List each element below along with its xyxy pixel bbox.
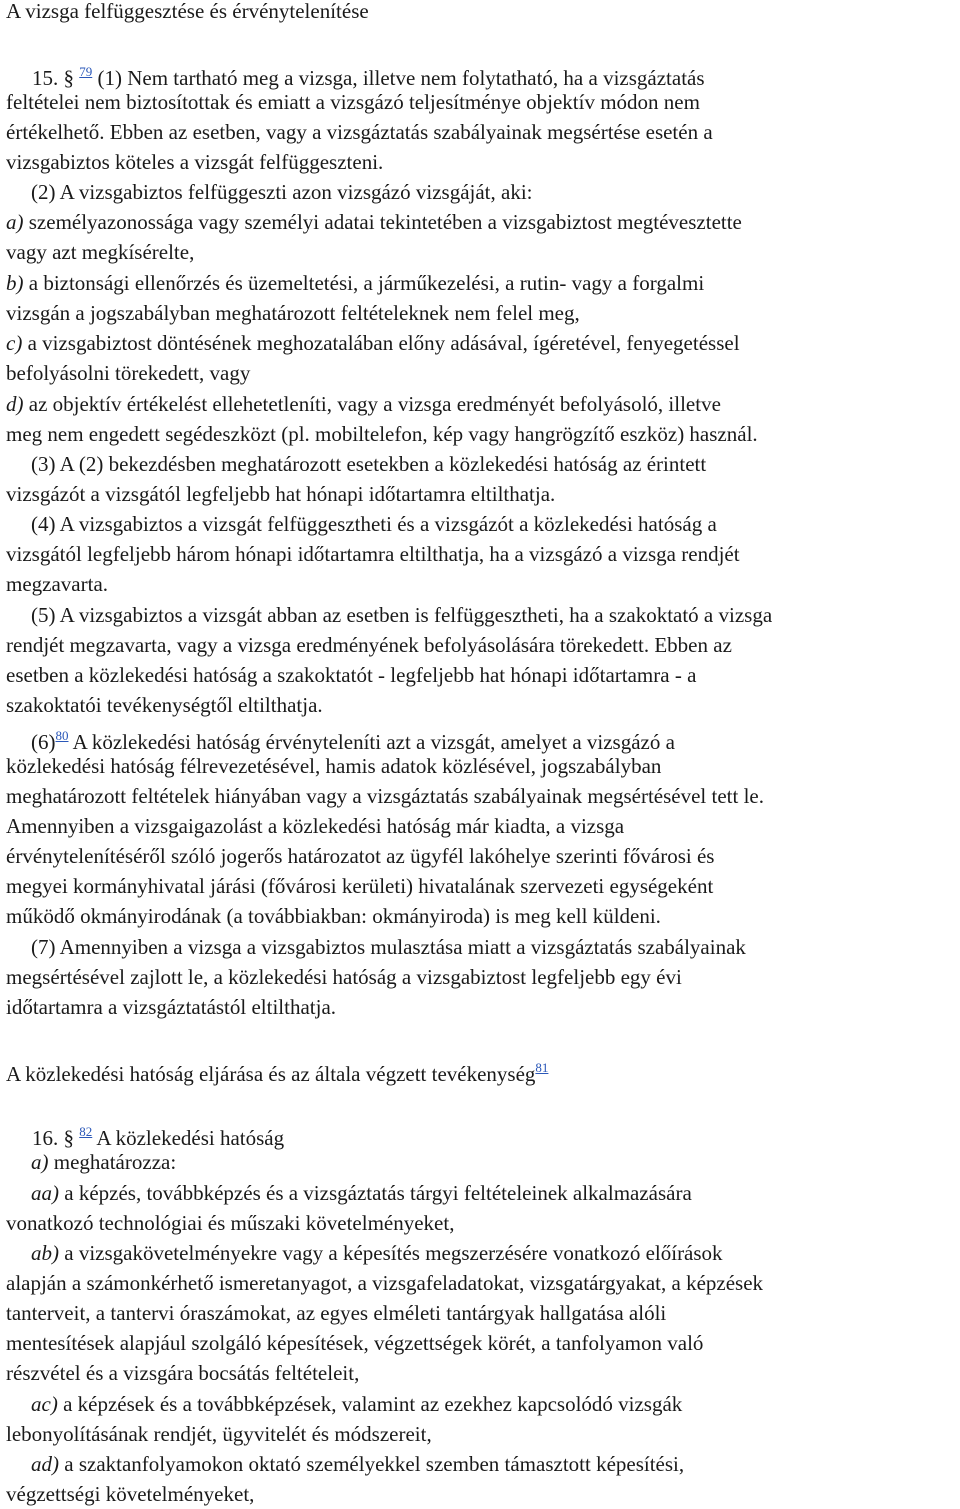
footnote-link-80[interactable]: 80: [55, 728, 69, 743]
item-label: c): [6, 331, 23, 355]
item-text: a képzések és a továbbképzések, valamint az ezekhez kapcsolódó vizsgák: [63, 1392, 683, 1416]
paragraph-text: (1) Nem tartható meg a vizsga, illetve nem folytatható, ha a vizsgáztatás: [97, 66, 705, 90]
section-title-authority: [6, 1053, 548, 1089]
paragraph-text: működő okmányirodának (a továbbiakban: okmányiroda) is meg kell küldeni.: [6, 904, 661, 928]
paragraph-text: megsértésével zajlott le, a közlekedési hatóság a vizsgabiztost legfeljebb egy évi: [6, 965, 682, 989]
paragraph-text: végzettségi követelményeket,: [6, 1482, 255, 1506]
section-number: 15. §: [32, 66, 74, 90]
item-label: ab): [31, 1241, 59, 1265]
footnote-link-81[interactable]: 81: [535, 1060, 549, 1075]
paragraph-text: vizsgán a jogszabályban meghatározott feltételeknek nem felel meg,: [6, 301, 580, 325]
list-item-ad: [31, 1449, 684, 1479]
item-label: aa): [31, 1181, 59, 1205]
paragraph-text: vagy azt megkísérelte,: [6, 240, 195, 264]
paragraph-text: megyei kormányhivatal járási (fővárosi kerületi) hivatalának szervezeti egységeként: [6, 874, 714, 898]
paragraph-text: megzavarta.: [6, 572, 109, 596]
paragraph-text: feltételei nem biztosítottak és emiatt a vizsgázó teljesítménye objektív módon nem: [6, 90, 700, 114]
item-text: a vizsgakövetelményekre vagy a képesítés megszerzésére vonatkozó előírások: [64, 1241, 723, 1265]
paragraph-text: A közlekedési hatóság: [96, 1126, 285, 1150]
item-label: d): [6, 392, 24, 416]
paragraph-text: esetben a közlekedési hatóság a szakoktatót - legfeljebb hat hónapi időtartamra - a: [6, 663, 697, 687]
paragraph-text: (5) A vizsgabiztos a vizsgát abban az esetben is felfüggesztheti, ha a szakoktató a vizsga: [31, 603, 773, 627]
item-text: a vizsgabiztost döntésének meghozatalában előny adásával, ígéretével, fenyegetéssel: [27, 331, 740, 355]
item-text: a biztonsági ellenőrzés és üzemeltetési, a járműkezelési, a rutin- vagy a forgalmi: [28, 271, 705, 295]
item-text: a képzés, továbbképzés és a vizsgáztatás tárgyi feltételeinek alkalmazására: [64, 1181, 692, 1205]
paragraph-text: A közlekedési hatóság érvényteleníti azt a vizsgát, amelyet a vizsgázó a: [72, 730, 675, 754]
paragraph-text: időtartamra a vizsgáztatástól eltilthatja.: [6, 995, 337, 1019]
item-label: b): [6, 271, 24, 295]
paragraph-text: (2) A vizsgabiztos felfüggeszti azon vizsgázó vizsgáját, aki:: [31, 180, 533, 204]
footnote-link-82[interactable]: 82: [79, 1124, 93, 1139]
list-item-d: [6, 389, 721, 419]
paragraph-text: vizsgázót a vizsgától legfeljebb hat hónapi időtartamra eltilthatja.: [6, 482, 556, 506]
list-item-c: [6, 328, 740, 358]
list-item-aa: [31, 1178, 692, 1208]
paragraph-text: vonatkozó technológiai és műszaki követelményeket,: [6, 1211, 455, 1235]
list-item-a: [6, 207, 742, 237]
paragraph-text: értékelhető. Ebben az esetben, vagy a vizsgáztatás szabályainak megsértése esetén a: [6, 120, 713, 144]
list-item-b: [6, 268, 704, 298]
paragraph-text: befolyásolni törekedett, vagy: [6, 361, 251, 385]
paragraph-text: szakoktatói tevékenységtől eltilthatja.: [6, 693, 323, 717]
section-title-suspension: A vizsga felfüggesztése és érvénytelenítése: [6, 0, 369, 23]
list-item-ac: [31, 1389, 682, 1419]
footnote-link-79[interactable]: 79: [79, 64, 93, 79]
paragraph-text: (4) A vizsgabiztos a vizsgát felfüggesztheti és a vizsgázót a közlekedési hatóság a: [31, 512, 717, 536]
section-title-text: A közlekedési hatóság eljárása és az általa végzett tevékenység: [6, 1062, 536, 1086]
paragraph-text: alapján a számonkérhető ismeretanyagot, a vizsgafeladatokat, vizsgatárgyakat, a képzések: [6, 1271, 764, 1295]
item-label: a): [31, 1150, 49, 1174]
paragraph-text: (3) A (2) bekezdésben meghatározott esetekben a közlekedési hatóság az érintett: [31, 452, 707, 476]
paragraph-text: lebonyolításának rendjét, ügyvitelét és módszereit,: [6, 1422, 432, 1446]
item-text: meghatározza:: [53, 1150, 177, 1174]
section-number: 16. §: [32, 1126, 74, 1150]
list-item-ab: [31, 1238, 723, 1268]
paragraph-text: Amennyiben a vizsgaigazolást a közlekedési hatóság már kiadta, a vizsga: [6, 814, 625, 838]
list-item-a: [31, 1147, 176, 1177]
paragraph-text: vizsgabiztos köteles a vizsgát felfüggeszteni.: [6, 150, 384, 174]
paragraph-text: rendjét megzavarta, vagy a vizsga eredményének befolyásolására törekedett. Ebben az: [6, 633, 732, 657]
paragraph-text: érvénytelenítéséről szóló jogerős határozatot az ügyfél lakóhelye szerinti fővárosi és: [6, 844, 715, 868]
paragraph-text: részvétel és a vizsgára bocsátás feltételeit,: [6, 1361, 360, 1385]
item-label: a): [6, 210, 24, 234]
item-text: a szaktanfolyamokon oktató személyekkel szemben támasztott képesítési,: [64, 1452, 685, 1476]
paragraph-text: mentesítések alapjául szolgáló képesítések, végzettségek körét, a tanfolyamon való: [6, 1331, 704, 1355]
paragraph-text: meg nem engedett segédeszközt (pl. mobiltelefon, kép vagy hangrögzítő eszköz) használ.: [6, 422, 758, 446]
paragraph-text: tanterveit, a tantervi óraszámokat, az egyes elméleti tantárgyak hallgatása alóli: [6, 1301, 667, 1325]
item-label: ad): [31, 1452, 59, 1476]
item-text: az objektív értékelést ellehetetleníti, vagy a vizsga eredményét befolyásoló, illetve: [28, 392, 721, 416]
paragraph-text: (7) Amennyiben a vizsga a vizsgabiztos mulasztása miatt a vizsgáztatás szabályainak: [31, 935, 746, 959]
paragraph-text: meghatározott feltételek hiányában vagy a vizsgáztatás szabályainak megsértésével tett le.: [6, 784, 764, 808]
paragraph-text: közlekedési hatóság félrevezetésével, hamis adatok közlésével, jogszabályban: [6, 754, 662, 778]
paragraph-text: (6): [31, 730, 56, 754]
item-label: ac): [31, 1392, 58, 1416]
item-text: személyazonossága vagy személyi adatai tekintetében a vizsgabiztost megtévesztette: [28, 210, 742, 234]
paragraph-text: vizsgától legfeljebb három hónapi időtartamra eltilthatja, ha a vizsgázó a vizsga rendjét: [6, 542, 740, 566]
